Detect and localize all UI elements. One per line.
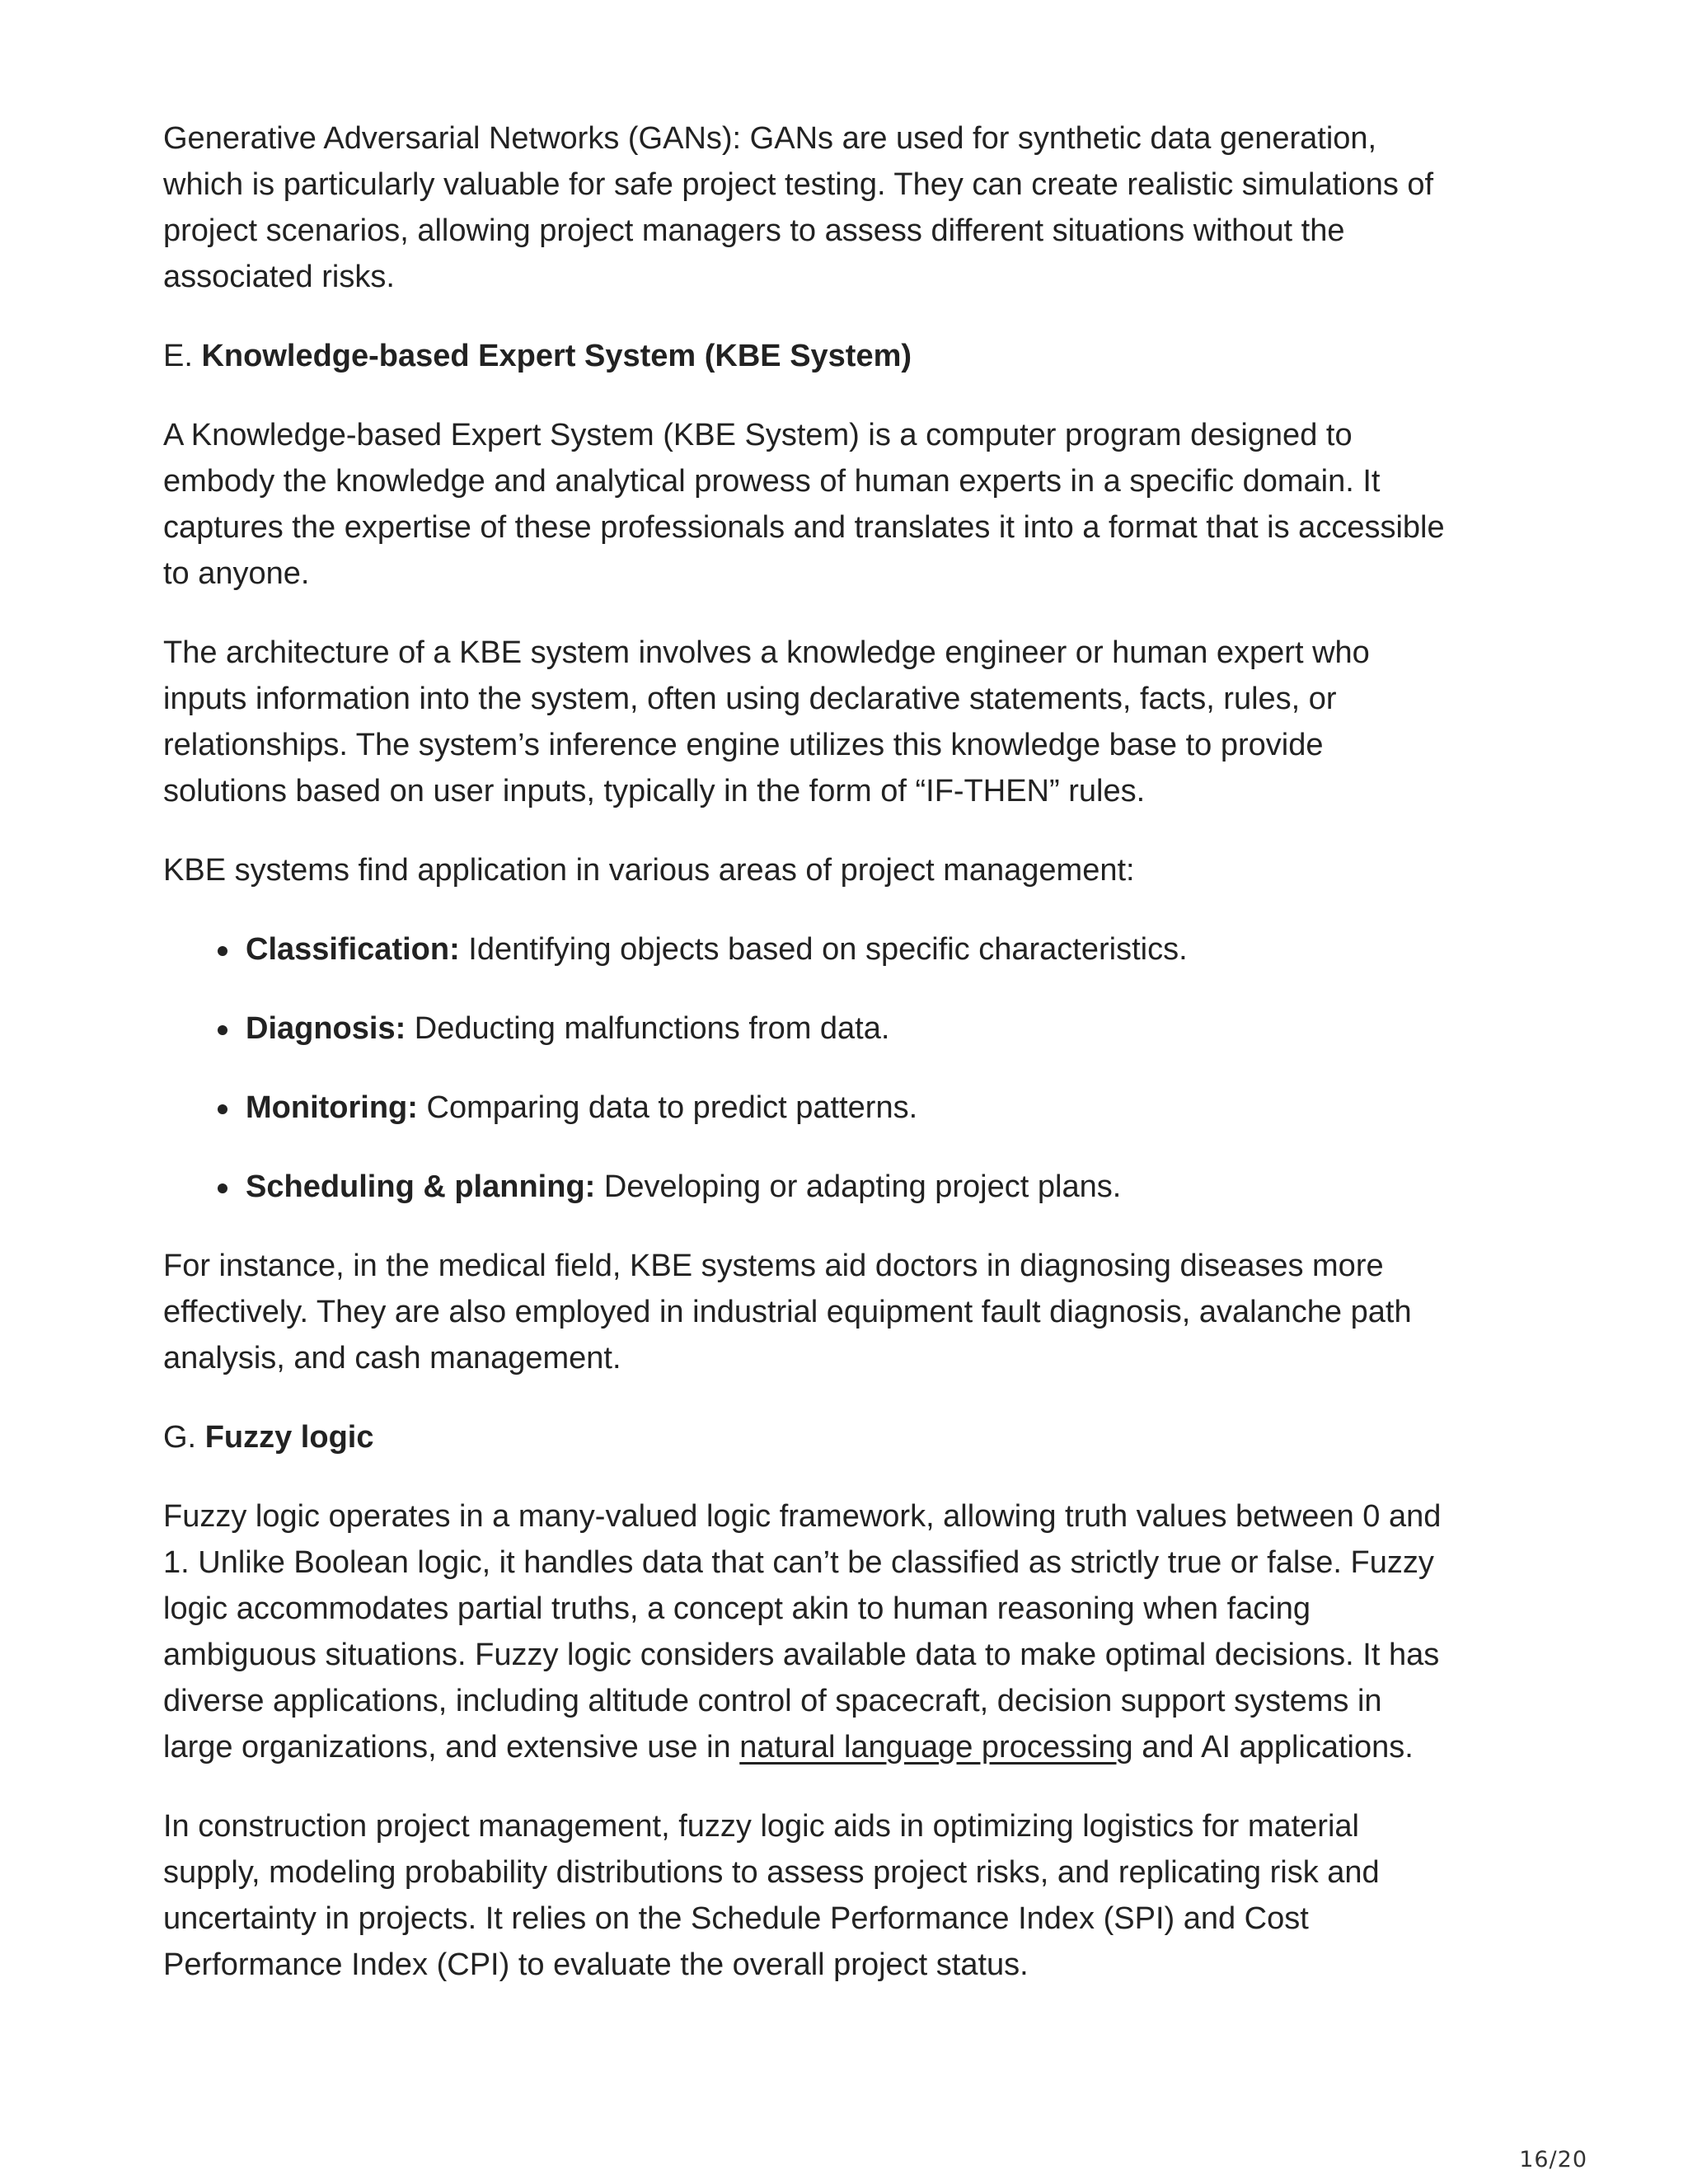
list-item-term: Diagnosis:	[246, 1011, 406, 1046]
kbe-definition-paragraph: A Knowledge-based Expert System (KBE System) is a computer program designed to embody the knowledge and analytical prowess of human experts in a specific domain. It captures the expertise of these professionals and translates it into a format that is accessible to anyone.	[163, 418, 1445, 591]
list-item	[246, 1005, 1531, 1052]
list-item-term: Monitoring:	[246, 1090, 418, 1125]
fuzzy-construction-paragraph: In construction project management, fuzzy logic aids in optimizing logistics for material supply, modeling probability distributions to assess project risks, and replicating risk and uncertainty in projects. It relies on the Schedule Performance Index (SPI) and Cost Performance Index (CPI) to evaluate the overall project status.	[163, 1809, 1380, 1982]
kbe-list-intro: KBE systems find application in various areas of project management:	[163, 853, 1135, 888]
section-g-prefix: G.	[163, 1420, 205, 1455]
document-body	[163, 115, 1531, 2021]
section-g-heading	[163, 1414, 1531, 1460]
fuzzy-logic-paragraph	[163, 1493, 1531, 1770]
fuzzy-logic-text-before-link: Fuzzy logic operates in a many-valued logic framework, allowing truth values between 0 and 1. Unlike Boolean logic, it handles data that can’t be classified as strictly true or false. Fuzzy logic accommodates partial truths, a concept akin to human reasoning when facing ambiguous situations. Fuzzy logic considers available data to make optimal decisions. It has diverse applications, including altitude control of spacecraft, decision support systems in large organizations, and extensive use in	[163, 1499, 1442, 1765]
section-g-title: Fuzzy logic	[204, 1420, 374, 1455]
kbe-architecture-paragraph: The architecture of a KBE system involves a knowledge engineer or human expert who inputs information into the system, often using declarative statements, facts, rules, or relationships. The system’s inference engine utilizes this knowledge base to provide solutions based on user inputs, typically in the form of “IF-THEN” rules.	[163, 635, 1370, 808]
page-number: 16/20	[1519, 2147, 1587, 2172]
list-item-desc: Deducting malfunctions from data.	[406, 1011, 890, 1046]
nlp-link[interactable]: natural language processing	[739, 1730, 1133, 1765]
list-item-desc: Developing or adapting project plans.	[595, 1169, 1122, 1204]
gans-paragraph: Generative Adversarial Networks (GANs): GANs are used for synthetic data generation, which is particularly valuable for safe project testing. They can create realistic simulations of project scenarios, allowing project managers to assess different situations without the associated risks.	[163, 121, 1434, 294]
fuzzy-logic-text-after-link: and AI applications.	[1132, 1730, 1414, 1765]
kbe-applications-list	[163, 926, 1531, 1210]
list-item-term: Scheduling & planning:	[246, 1169, 596, 1204]
kbe-examples-paragraph: For instance, in the medical field, KBE systems aid doctors in diagnosing diseases more effectively. They are also employed in industrial equipment fault diagnosis, avalanche path analysis, and cash management.	[163, 1249, 1412, 1376]
list-item-desc: Identifying objects based on specific characteristics.	[459, 932, 1188, 967]
list-item-term: Classification:	[246, 932, 460, 967]
list-item	[246, 1085, 1531, 1131]
section-e-title: Knowledge-based Expert System (KBE System)	[201, 339, 912, 373]
list-item-desc: Comparing data to predict patterns.	[417, 1090, 918, 1125]
section-e-heading	[163, 333, 1531, 379]
list-item	[246, 926, 1531, 972]
list-item	[246, 1164, 1531, 1210]
section-e-prefix: E.	[163, 339, 202, 373]
